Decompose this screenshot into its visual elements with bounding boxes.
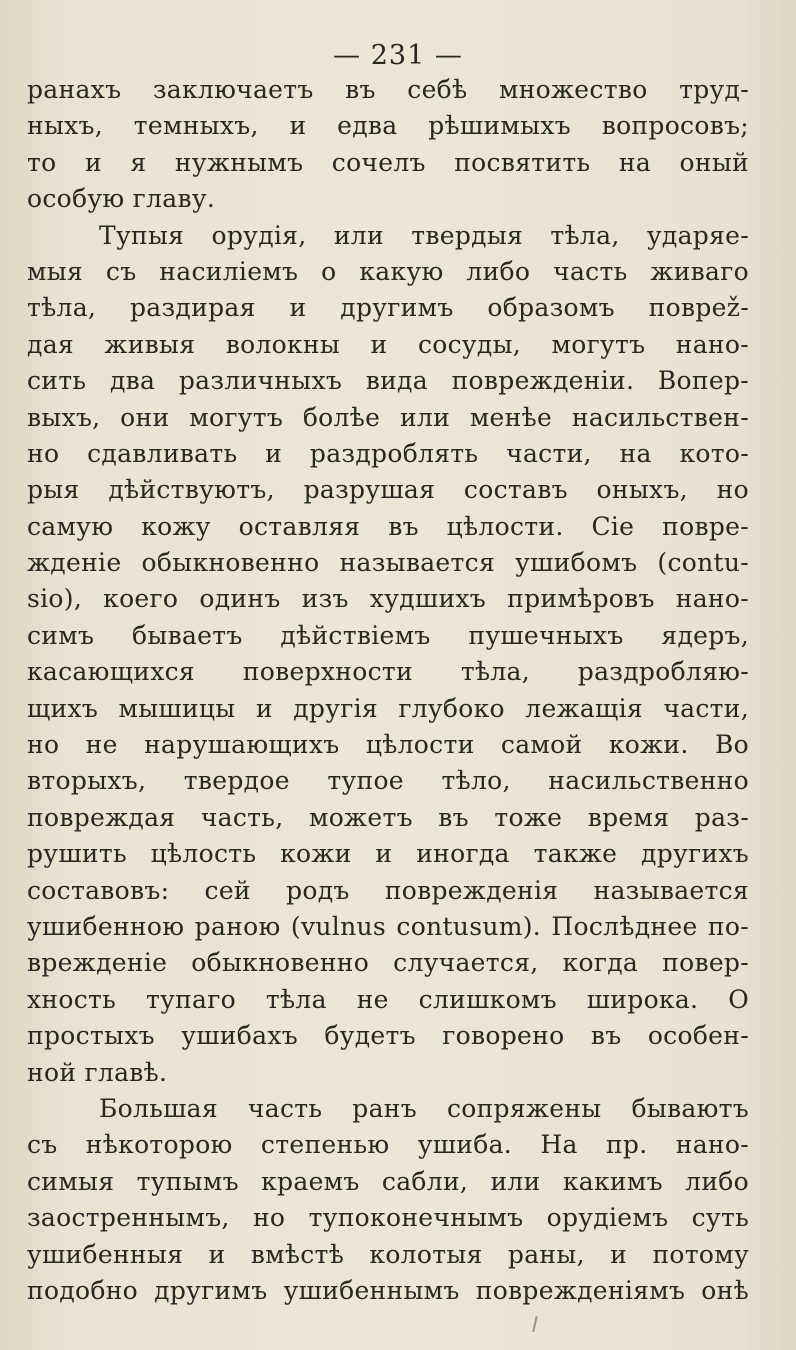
text-line: особую главу. xyxy=(27,184,216,214)
text-line: заостреннымъ, но тупоконечнымъ орудіемъ суть xyxy=(27,1203,749,1233)
text-line: симъ бываетъ дѣйствіемъ пушечныхъ ядеръ, xyxy=(27,620,749,650)
text-line: но сдавливать и раздроблять части, на кото- xyxy=(27,438,749,468)
page-number: — 231 — xyxy=(333,40,463,71)
body-text xyxy=(27,72,749,1309)
text-line: тѣла, раздирая и другимъ образомъ поврež- xyxy=(27,293,749,323)
text-line: Тупыя орудія, или твердыя тѣла, ударяе- xyxy=(99,220,749,250)
text-line: то и я нужнымъ сочелъ посвятить на оный xyxy=(27,147,749,177)
text-line: щихъ мышицы и другія глубоко лежащія части, xyxy=(27,693,749,723)
text-line: подобно другимъ ушибеннымъ поврежденіямъ онѣ xyxy=(27,1275,749,1305)
text-line: мыя съ насиліемъ о какую либо часть живаго xyxy=(27,256,749,286)
text-line: ной главѣ. xyxy=(27,1057,168,1087)
text-line: ныхъ, темныхъ, и едва рѣшимыхъ вопросовъ; xyxy=(27,111,749,141)
text-line: жденіе обыкновенно называется ушибомъ (contu- xyxy=(27,548,749,578)
text-line: но не нарушающихъ цѣлости самой кожи. Во xyxy=(27,730,749,760)
text-line: рушить цѣлость кожи и иногда также другихъ xyxy=(27,839,749,869)
paragraph xyxy=(27,218,749,1091)
text-line: рыя дѣйствуютъ, разрушая составъ оныхъ, но xyxy=(27,475,749,505)
paragraph xyxy=(27,1091,749,1309)
text-line: врежденіе обыкновенно случается, когда повер- xyxy=(27,948,749,978)
text-line: ушибенныя и вмѣстѣ колотыя раны, и потому xyxy=(27,1239,749,1269)
text-line: sio), коего одинъ изъ худшихъ примѣровъ нано- xyxy=(27,584,749,614)
text-line: съ нѣкоторою степенью ушиба. На пр. нано- xyxy=(27,1130,749,1160)
paragraph xyxy=(27,72,749,218)
text-line: вторыхъ, твердое тупое тѣло, насильственно xyxy=(27,766,749,796)
text-line: ушибенною раною (vulnus contusum). Послѣднее по- xyxy=(27,911,749,941)
text-line: касающихся поверхности тѣла, раздробляю- xyxy=(27,657,749,687)
text-line: самую кожу оставляя въ цѣлости. Сіе повре- xyxy=(27,511,749,541)
text-line: хность тупаго тѣла не слишкомъ широка. О xyxy=(27,984,749,1014)
text-line: повреждая часть, можетъ въ тоже время раз- xyxy=(27,802,749,832)
text-line: простыхъ ушибахъ будетъ говорено въ особен- xyxy=(27,1021,749,1051)
text-line: Большая часть ранъ сопряжены бываютъ xyxy=(99,1093,749,1123)
text-line: сить два различныхъ вида поврежденіи. Вопер- xyxy=(27,366,749,396)
text-line: симыя тупымъ краемъ сабли, или какимъ либо xyxy=(27,1166,749,1196)
text-line: составовъ: сей родъ поврежденія называется xyxy=(27,875,749,905)
text-line: дая живыя волокны и сосуды, могутъ нано- xyxy=(27,329,749,359)
text-line: ранахъ заключаетъ въ себѣ множество труд- xyxy=(27,75,749,104)
print-mark xyxy=(532,1316,537,1332)
text-line: выхъ, они могутъ болѣе или менѣе насильствен- xyxy=(27,402,749,432)
